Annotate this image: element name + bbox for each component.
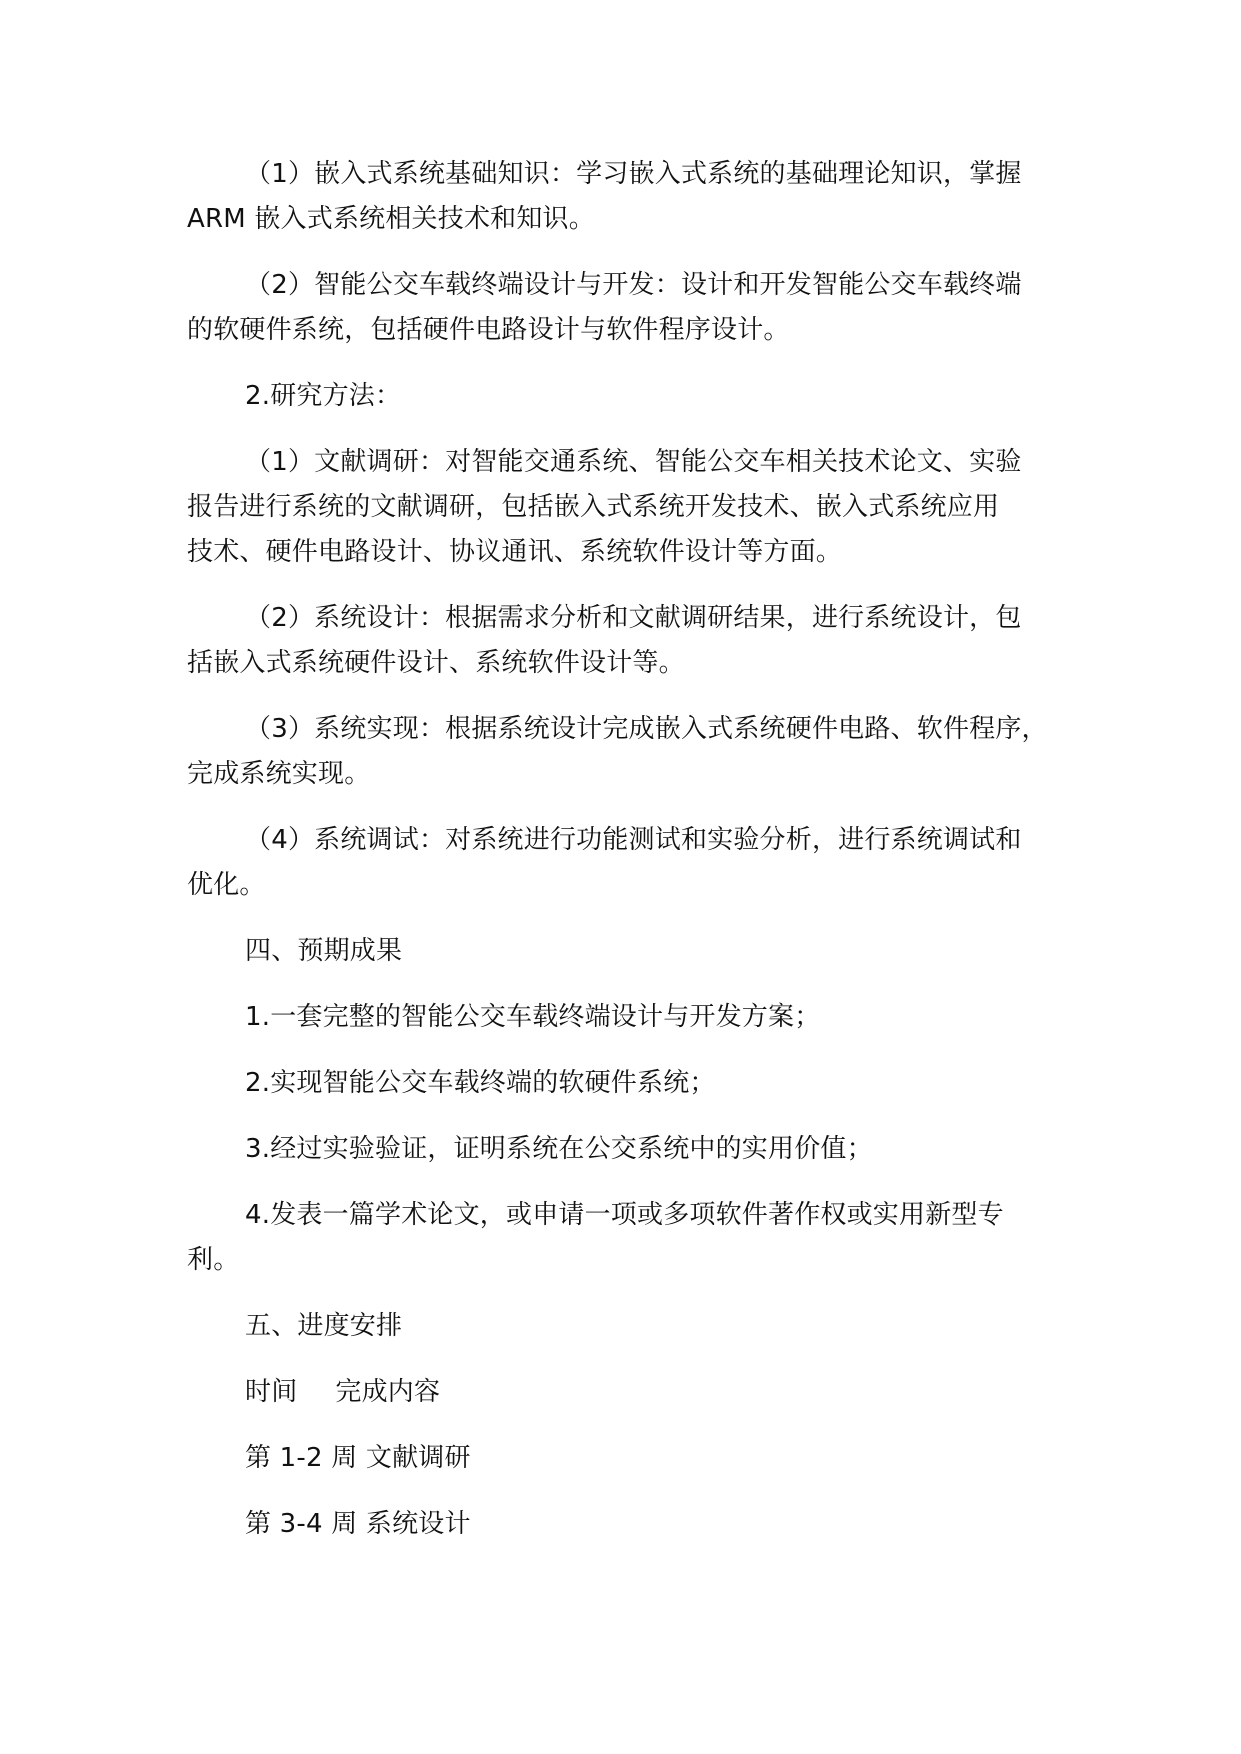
schedule-row-time: 第 1-2 周 xyxy=(245,1443,358,1473)
schedule-row-content: 系统设计 xyxy=(365,1509,471,1539)
schedule-row-time: 第 3-4 周 xyxy=(245,1509,358,1539)
text-line: 2.实现智能公交车载终端的软硬件系统； xyxy=(245,1068,716,1098)
text-line: 优化。 xyxy=(187,870,266,900)
paragraph-system-implementation xyxy=(187,707,1087,797)
text-line: 4.发表一篇学术论文，或申请一项或多项软件著作权或实用新型专 xyxy=(245,1200,1004,1230)
text-line: 技术、硬件电路设计、协议通讯、系统软件设计等方面。 xyxy=(187,537,843,567)
text-line: 利。 xyxy=(187,1245,240,1275)
text-line: 五、进度安排 xyxy=(245,1311,403,1341)
text-line: 3.经过实验验证，证明系统在公交系统中的实用价值； xyxy=(245,1134,873,1164)
text-line: 四、预期成果 xyxy=(245,936,403,966)
text-line: （2）智能公交车载终端设计与开发：设计和开发智能公交车载终端 xyxy=(245,270,1022,300)
paragraph-system-design xyxy=(187,596,1087,686)
text-line: （1）文献调研：对智能交通系统、智能公交车相关技术论文、实验 xyxy=(245,447,1022,477)
schedule-header-content: 完成内容 xyxy=(335,1377,441,1407)
result-item-3 xyxy=(187,1127,1087,1172)
document-body xyxy=(187,152,1087,1568)
result-item-4 xyxy=(187,1193,1087,1283)
schedule-header xyxy=(187,1370,1087,1415)
text-line: 1.一套完整的智能公交车载终端设计与开发方案； xyxy=(245,1002,821,1032)
schedule-row xyxy=(187,1502,1087,1547)
text-line: （1）嵌入式系统基础知识：学习嵌入式系统的基础理论知识，掌握 xyxy=(245,159,1022,189)
heading-expected-results xyxy=(187,929,1087,974)
paragraph-system-debugging xyxy=(187,818,1087,908)
result-item-1 xyxy=(187,995,1087,1040)
result-item-2 xyxy=(187,1061,1087,1106)
text-line: 2.研究方法： xyxy=(245,381,402,411)
text-line: ARM 嵌入式系统相关技术和知识。 xyxy=(187,204,595,234)
paragraph-basic-knowledge xyxy=(187,152,1087,242)
heading-schedule xyxy=(187,1304,1087,1349)
text-line: 的软硬件系统，包括硬件电路设计与软件程序设计。 xyxy=(187,315,790,345)
heading-research-methods xyxy=(187,374,1087,419)
text-line: （2）系统设计：根据需求分析和文献调研结果，进行系统设计，包 xyxy=(245,603,1022,633)
schedule-header-time: 时间 xyxy=(245,1377,298,1407)
text-line: 报告进行系统的文献调研，包括嵌入式系统开发技术、嵌入式系统应用 xyxy=(187,492,1000,522)
schedule-row-content: 文献调研 xyxy=(365,1443,471,1473)
schedule-row xyxy=(187,1436,1087,1481)
text-line: 完成系统实现。 xyxy=(187,759,371,789)
text-line: 括嵌入式系统硬件设计、系统软件设计等。 xyxy=(187,648,685,678)
text-line: （4）系统调试：对系统进行功能测试和实验分析，进行系统调试和 xyxy=(245,825,1022,855)
paragraph-terminal-design xyxy=(187,263,1087,353)
paragraph-literature-review xyxy=(187,440,1087,575)
text-line: （3）系统实现：根据系统设计完成嵌入式系统硬件电路、软件程序， xyxy=(245,714,1048,744)
